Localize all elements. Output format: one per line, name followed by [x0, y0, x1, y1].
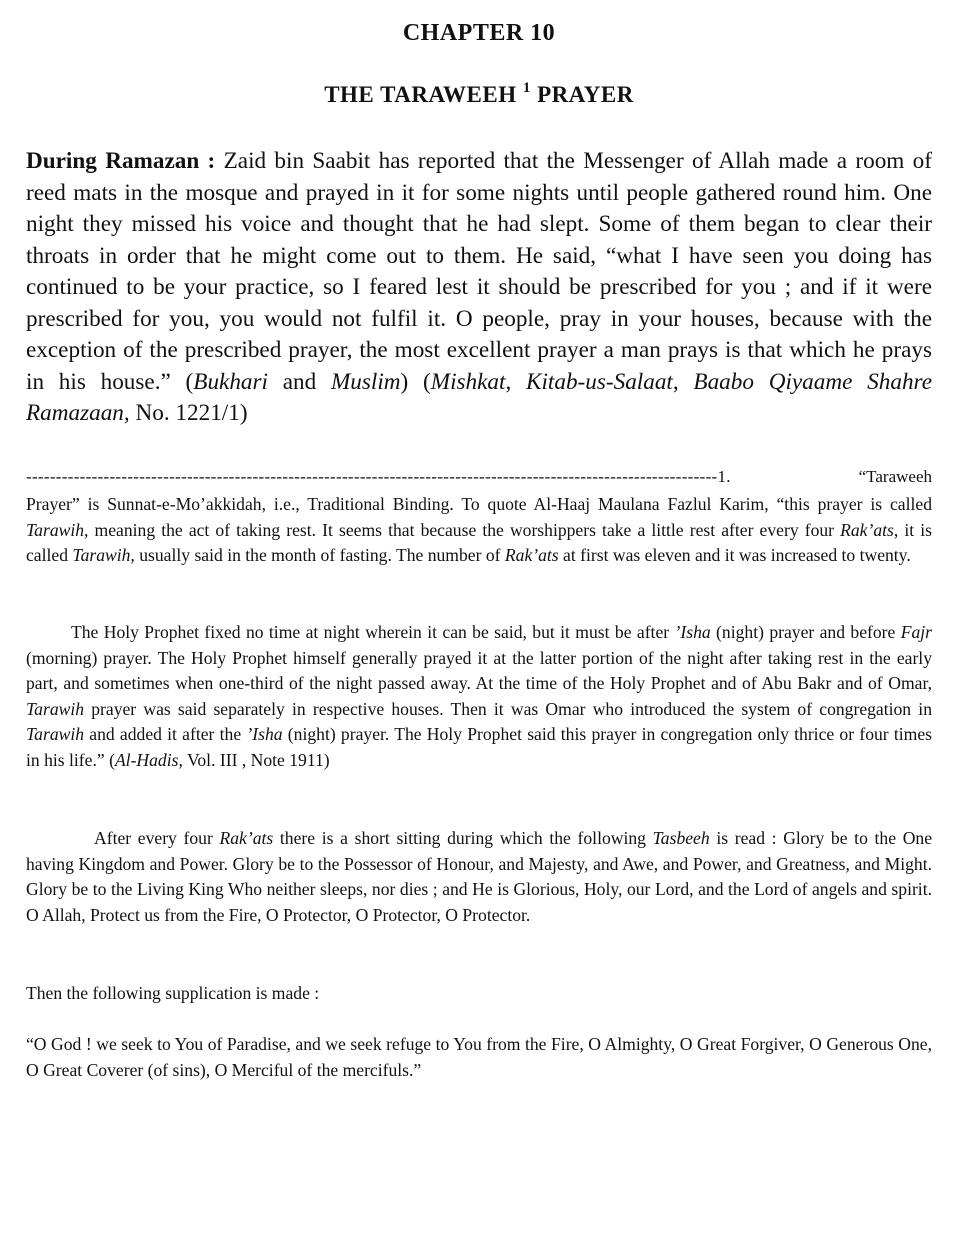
fn1-text-e: at first was eleven and it was increased to twenty.: [558, 545, 911, 566]
fn3-text-a: After every four: [94, 828, 220, 848]
fn3-text-b: there is a short sitting during which the following: [273, 828, 653, 848]
footnote-marker: 1: [522, 80, 531, 96]
fn1-italic-3: Tarawih,: [72, 545, 135, 566]
footnote-paragraph-1: [26, 492, 932, 569]
fn1-text-b: meaning the act of taking rest. It seems that because the worshippers take a little rest after every four: [88, 519, 841, 540]
source-bukhari: Bukhari: [193, 368, 268, 395]
fn2-text-g: , Vol. III , Note 1911): [178, 749, 330, 770]
lead-heading: During Ramazan :: [26, 148, 216, 174]
footnote-paragraph-2: [26, 620, 932, 774]
main-paragraph: [26, 146, 932, 430]
fn2-italic-1: ’Isha: [674, 622, 711, 642]
fn2-italic-2: Fajr: [900, 622, 932, 642]
footnote-reference-start: “Taraweeh: [855, 466, 932, 488]
fn1-italic-1: Tarawih,: [26, 519, 89, 540]
fn2-italic-4: Tarawih: [26, 724, 85, 745]
source-muslim: Muslim: [330, 368, 401, 395]
footnote-paragraph-5: “O God ! we seek to You of Paradise, and we seek refuge to You from the Fire, O Almighty, O Great Forgiver, O Generous One, O Great Coverer (of sins), O Merciful of the mercifuls.”: [26, 1034, 932, 1080]
source-mishkat: Mishkat, Kitab-us-Salaat, Baabo Qiyaame Shahre Ramazaan,: [26, 368, 932, 426]
footnote-paragraph-4: Then the following supplication is made :: [26, 983, 320, 1003]
footnote-separator: [26, 466, 932, 488]
chapter-heading: CHAPTER 10: [402, 20, 556, 46]
fn2-text-a: The Holy Prophet fixed no time at night wherein it can be said, but it must be after: [71, 622, 675, 642]
fn3-italic-2: Tasbeeh: [652, 828, 710, 848]
fn2-text-f: (night) prayer. The Holy Prophet said this prayer in congregation only thrice or four times in his life.” (: [26, 724, 932, 770]
fn1-text-c: , it is called: [26, 519, 932, 566]
fn2-text-c: (morning) prayer. The Holy Prophet himself generally prayed it at the latter portion of the night after taking rest in the early part, and sometimes when one-third of the night passed away. At the time of the Holy Prophet and of Abu Bakr and of Omar,: [26, 647, 932, 694]
title-text-after: PRAYER: [530, 82, 634, 107]
fn2-text-e: and added it after the: [84, 724, 247, 745]
fn3-text-c: is read : Glory be to the One having Kingdom and Power. Glory be to the Possessor of Honour, and Majesty, and Awe, and Power, and Greatness, and Might. Glory be to the Living King Who neither sleeps, nor dies ; and He is Glorious, Holy, our Lord, and the Lord of angels and spirit. O Allah, Protect us from the Fire, O Protector, O Protector, O Protector.: [26, 828, 933, 925]
fn1-italic-4: Rak’ats: [504, 545, 559, 566]
main-body-text: Zaid bin Saabit has reported that the Messenger of Allah made a room of reed mats in the mosque and prayed in it for some nights until people gathered round him. One night they missed his voice and thought that he had slept. Some of them began to clear their throats in order that he might come out to them. He said, “what I have seen you doing has continued to be your practice, so I feared lest it should be prescribed for you ; and if it were prescribed for you, you would not fulfil it. O people, pray in your houses, because with the exception of the prescribed prayer, the most excellent prayer a man prays is that which he prays in his house.” (: [26, 148, 932, 395]
chapter-title: [26, 82, 932, 108]
dash-line: --------------------------------------------------------------------------------------------------------------------1.: [26, 467, 731, 486]
fn1-italic-2: Rak’ats: [840, 519, 894, 540]
fn2-text-d: prayer was said separately in respective houses. Then it was Omar who introduced the system of congregation in: [84, 698, 932, 719]
footnote-paragraph-3: [26, 826, 932, 928]
main-mid: ) (: [400, 368, 431, 395]
main-and: and: [267, 368, 331, 395]
main-reference-number: No. 1221/1): [129, 400, 248, 426]
fn1-text-a: Prayer” is Sunnat-e-Mo’akkidah, i.e., Traditional Binding. To quote Al-Haaj Maulana Fazlul Karim, “this prayer is called: [26, 494, 932, 514]
fn1-text-d: usually said in the month of fasting. The number of: [134, 545, 505, 566]
title-text-before: THE TARAWEEH: [324, 82, 523, 107]
fn3-italic-1: Rak’ats: [219, 828, 274, 848]
fn2-text-b: (night) prayer and before: [710, 622, 901, 642]
fn2-italic-5: ’Isha: [246, 724, 283, 745]
fn2-italic-6: Al-Hadis: [114, 749, 179, 770]
fn2-italic-3: Tarawih: [26, 698, 85, 719]
